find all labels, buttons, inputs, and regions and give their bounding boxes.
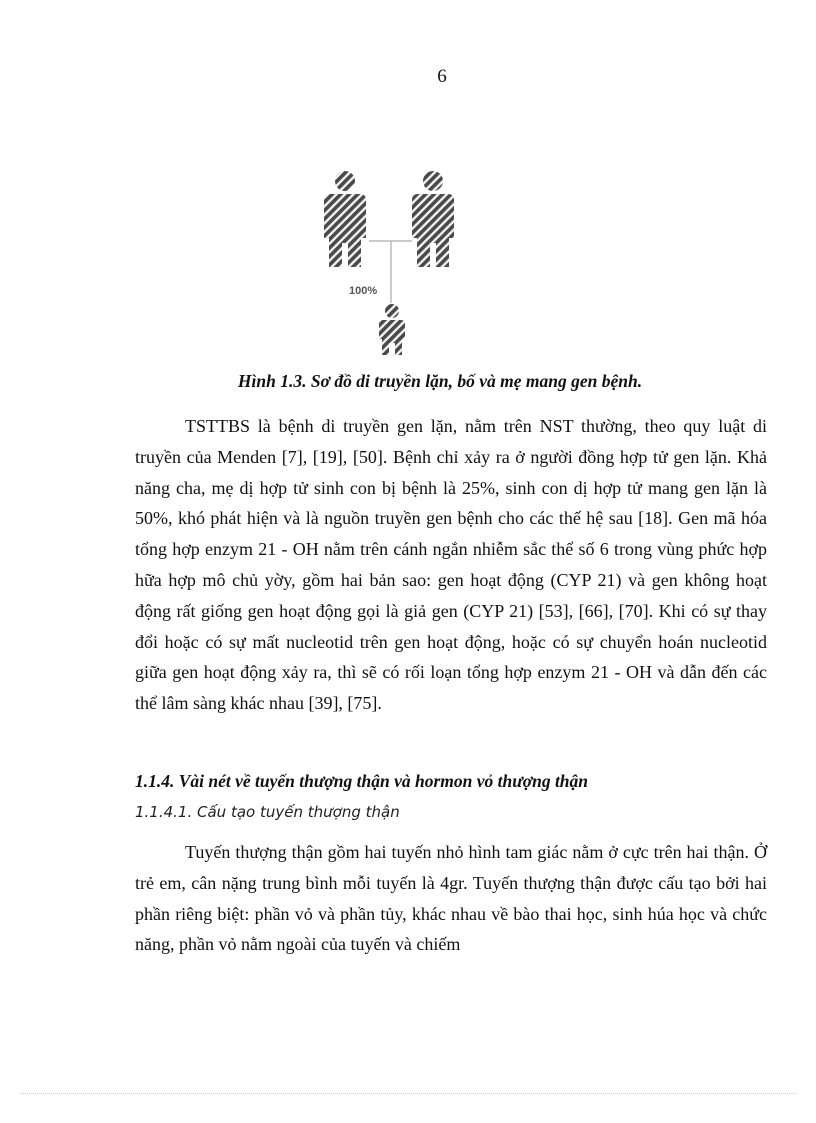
section-heading: 1.1.4. Vài nét về tuyến thượng thận và hormon vỏ thượng thận: [135, 771, 589, 791]
figure-caption: Hình 1.3. Sơ đồ di truyền lặn, bố và mẹ mang gen bệnh.: [237, 371, 643, 391]
percentage-label: 100%: [349, 285, 378, 297]
father-person-icon: [324, 171, 366, 267]
subsection-heading: 1.1.4.1. Cấu tạo tuyến thượng thận: [135, 803, 400, 821]
body-paragraph: [135, 411, 767, 719]
page-bottom-divider: [20, 1093, 796, 1094]
paragraph-text: Tuyến thượng thận gồm hai tuyến nhỏ hình tam giác nằm ở cực trên hai thận. Ở trẻ em, cân nặng trung bình mỗi tuyến là 4gr. Tuyến thượng thận được cấu tạo bởi hai phần riêng biệt: phần vỏ và phần tủy, khác nhau về bào thai học, sinh húa học và chức năng, phần vỏ nằm ngoài của tuyến và chiếm: [135, 842, 767, 955]
mother-person-icon: [412, 171, 454, 267]
pedigree-figure: [322, 168, 472, 358]
inheritance-diagram: [322, 168, 472, 358]
paragraph-text: TSTTBS là bệnh di truyền gen lặn, nằm trên NST thường, theo quy luật di truyền của Menden [7], [19], [50]. Bệnh chỉ xảy ra ở người đồng hợp tử gen lặn. Khả năng cha, mẹ dị hợp tử sinh con bị bệnh là 25%, sinh con dị hợp tử mang gen lặn là 50%, khó phát hiện và là nguồn truyền gen bệnh cho các thế hệ sau [18]. Gen mã hóa tổng hợp enzym 21 - OH nằm trên cánh ngắn nhiễm sắc thể số 6 trong vùng phức hợp hữa hợp mô chủ yờy, gồm hai bản sao: gen hoạt động (CYP 21) và gen không hoạt động rất giống gen hoạt động gọi là giả gen (CYP 21) [53], [66], [70]. Khi có sự thay đổi hoặc có sự mất nucleotid trên gen hoạt động, hoặc có sự chuyển hoán nucleotid giữa gen hoạt động xảy ra, thì sẽ có rối loạn tổng hợp enzym 21 - OH và dẫn đến các thể lâm sàng khác nhau [39], [75].: [135, 416, 767, 714]
child-person-icon: [379, 304, 405, 355]
page-number: 6: [437, 66, 447, 87]
body-paragraph: [135, 837, 767, 960]
